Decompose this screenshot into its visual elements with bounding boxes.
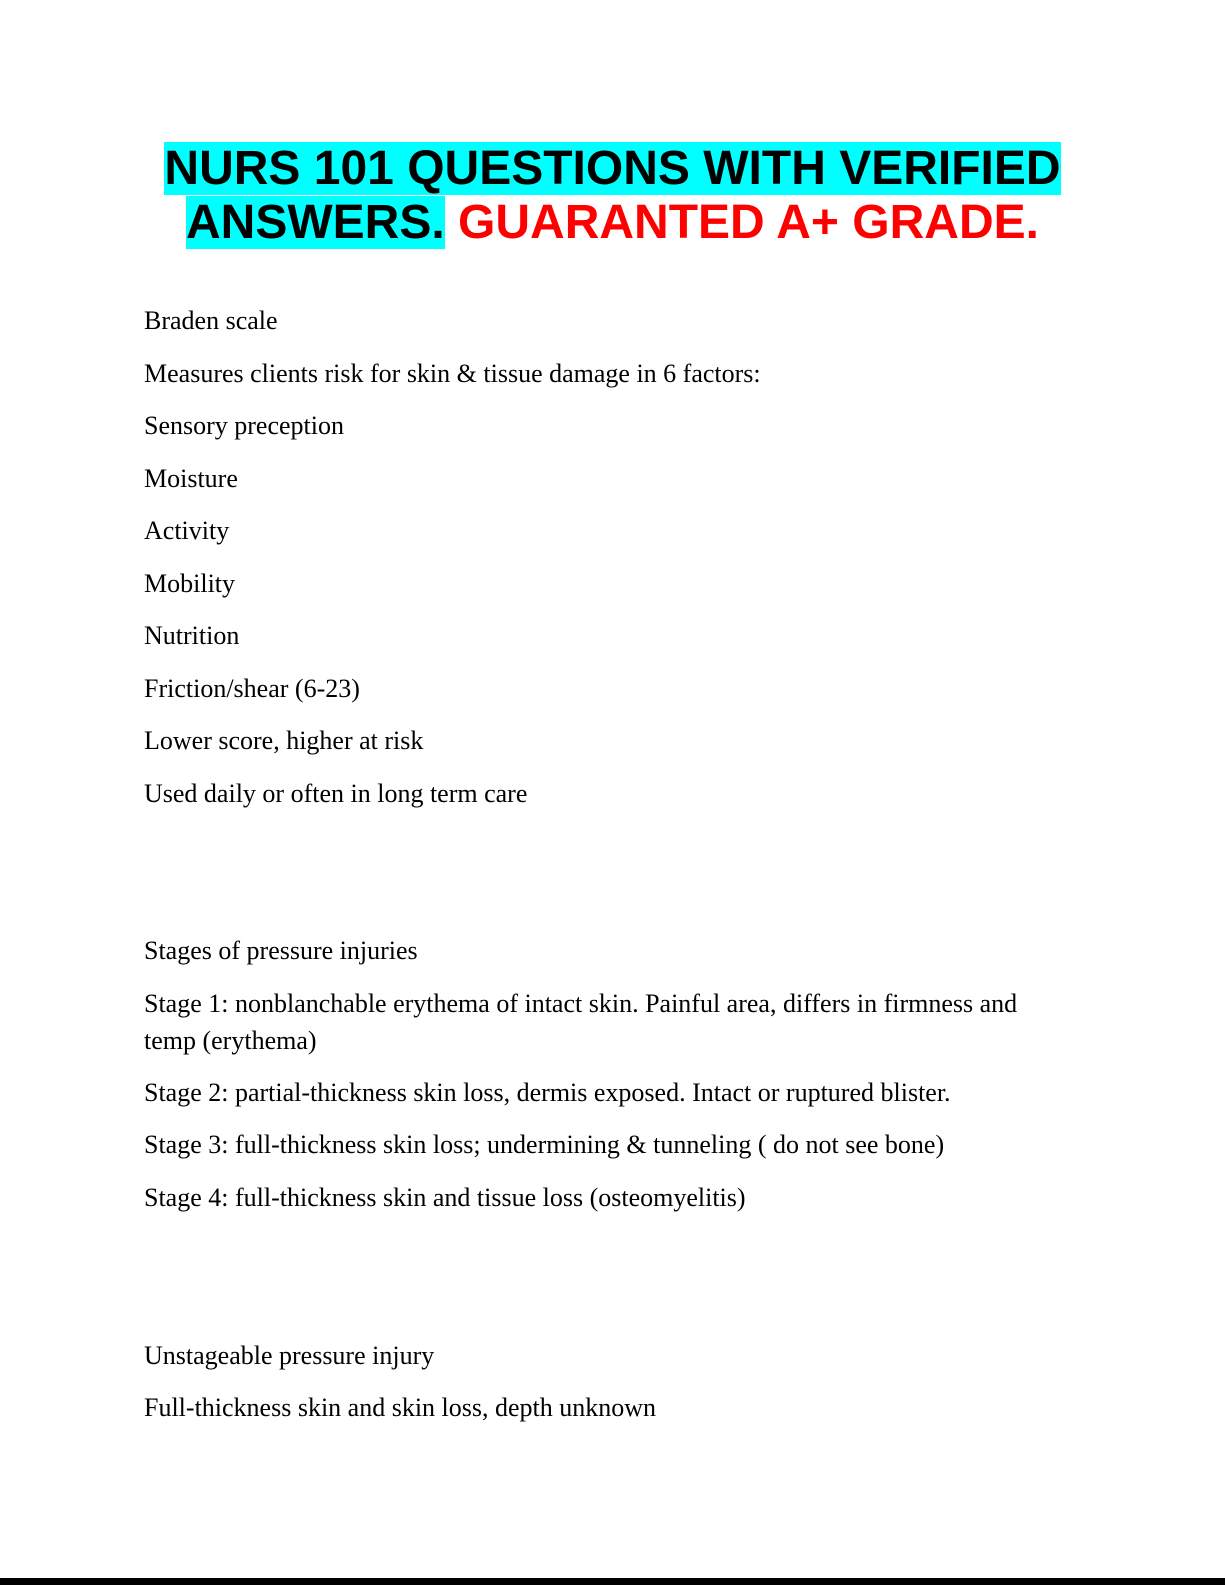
stage-1-description: Stage 1: nonblanchable erythema of intact skin. Painful area, differs in firmness and temp (erythema): [144, 989, 1018, 1055]
stage-4-description: Stage 4: full-thickness skin and tissue loss (osteomyelitis): [144, 1183, 746, 1212]
braden-factor: Sensory preception: [144, 411, 345, 440]
braden-factor: Friction/shear (6-23): [144, 674, 360, 703]
title-line-1: NURS 101 QUESTIONS WITH VERIFIED: [164, 142, 1061, 195]
unstageable-description: Full-thickness skin and skin loss, depth unknown: [144, 1393, 657, 1422]
braden-factor: Mobility: [144, 569, 236, 598]
page-bottom-edge: [0, 1578, 1225, 1585]
document-title: [100, 142, 1125, 250]
stage-3-description: Stage 3: full-thickness skin loss; undermining & tunneling ( do not see bone): [144, 1130, 945, 1159]
braden-line: Lower score, higher at risk: [144, 726, 424, 755]
braden-line: Used daily or often in long term care: [144, 779, 528, 808]
braden-line: Measures clients risk for skin & tissue damage in 6 factors:: [144, 359, 761, 388]
braden-factor: Activity: [144, 516, 230, 545]
section-heading-unstageable-pressure-injury: Unstageable pressure injury: [144, 1341, 435, 1370]
braden-factor: Moisture: [144, 464, 238, 493]
stage-2-description: Stage 2: partial-thickness skin loss, dermis exposed. Intact or ruptured blister.: [144, 1078, 951, 1107]
section-heading-pressure-injury-stages: Stages of pressure injuries: [144, 936, 418, 965]
section-heading-braden-scale: Braden scale: [144, 306, 278, 335]
title-highlight: ANSWERS.: [186, 196, 445, 249]
braden-factor: Nutrition: [144, 621, 240, 650]
title-grade-claim: GUARANTED A+ GRADE.: [458, 196, 1039, 249]
